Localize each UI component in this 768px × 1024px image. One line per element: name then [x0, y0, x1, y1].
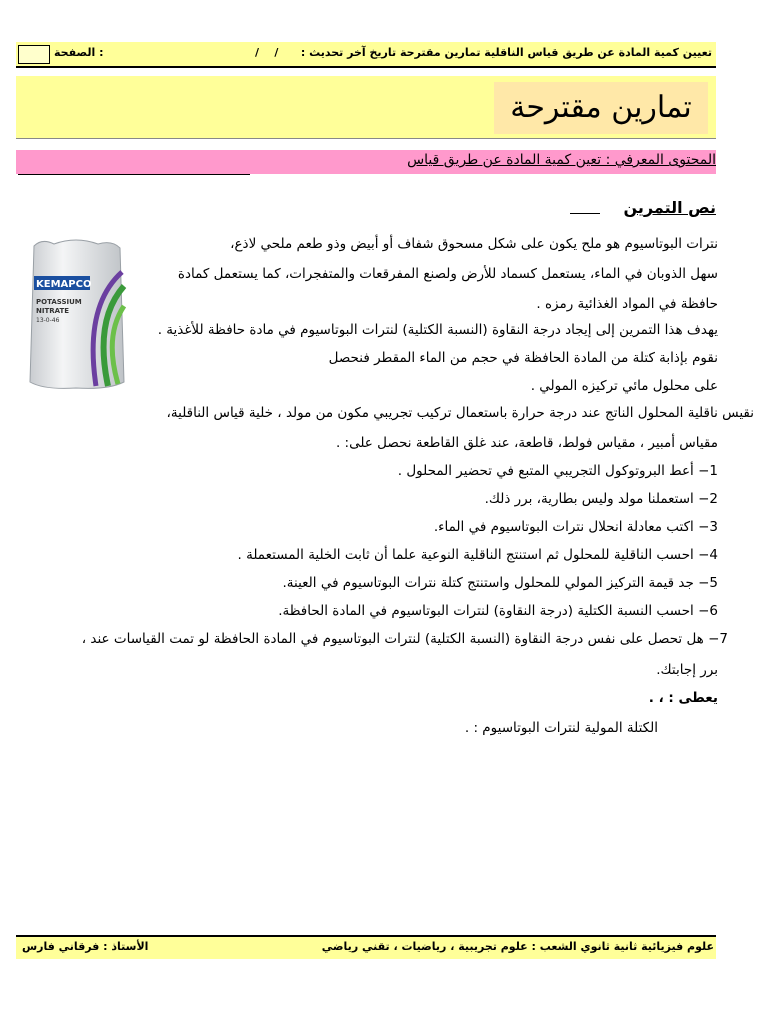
- footer-subject: علوم فيزيائية ثانية ثانوي الشعب : علوم تجريبية ، رياضيات ، تقني رياضي: [321, 940, 714, 953]
- product-grade: 13-0-46: [36, 317, 60, 324]
- body-line-3: حافظة في المواد الغذائية رمزه .: [536, 296, 718, 312]
- page-number-box: [18, 45, 50, 64]
- content-underline: [18, 174, 250, 175]
- question-3: 3− اكتب معادلة انحلال نترات البوتاسيوم في الماء.: [433, 519, 718, 535]
- body-line-6: على محلول مائي تركيزه المولي .: [530, 378, 718, 394]
- question-1: 1− أعط البروتوكول التجريبي المتبع في تحضير المحلول .: [397, 463, 718, 479]
- molar-mass-line: الكتلة المولية لنترات البوتاسيوم : .: [464, 720, 658, 736]
- product-name-line2: NITRATE: [36, 307, 70, 315]
- question-7: 7− هل تحصل على نفس درجة النقاوة (النسبة الكتلية) لنترات البوتاسيوم في المادة الحافظة لو تمت القياسات عند ،: [81, 631, 728, 647]
- given-label: يعطى : ، .: [648, 690, 718, 706]
- footer-teacher: الأستاذ : فرقاني فارس: [22, 940, 149, 953]
- question-4: 4− احسب الناقلية للمحلول ثم استنتج الناقلية النوعية علما أن ثابت الخلية المستعملة .: [237, 547, 718, 563]
- question-6: 6− احسب النسبة الكتلية (درجة النقاوة) لنترات البوتاسيوم في المادة الحافظة.: [278, 603, 718, 619]
- product-name-line1: POTASSIUM: [36, 298, 82, 306]
- body-line-7: نقيس ناقلية المحلول الناتج عند درجة حرارة باستعمال تركيب تجريبي مكون من مولد ، خلية قياس الناقلية،: [166, 405, 754, 421]
- body-line-5: نقوم بإذابة كتلة من المادة الحافظة في حجم من الماء المقطر فنحصل: [328, 350, 718, 366]
- header-title: تعيين كمية المادة عن طريق قياس الناقلية تمارين مقترحة تاريخ آخر تحديث :: [300, 46, 712, 59]
- potassium-nitrate-bag-image: [24, 236, 128, 392]
- update-date-slashes: / /: [255, 46, 279, 59]
- section-heading: نص التمرين: [623, 198, 716, 217]
- section-underline: [570, 213, 600, 214]
- page-label: الصفحة :: [54, 46, 104, 59]
- question-2: 2− استعملنا مولد وليس بطارية، برر ذلك.: [484, 491, 718, 507]
- content-subject: المحتوى المعرفي : تعين كمية المادة عن طريق قياس: [407, 152, 716, 168]
- product-brand: KEMAPCO: [36, 279, 92, 290]
- question-5: 5− جد قيمة التركيز المولي للمحلول واستنتج كتلة نترات البوتاسيوم في العينة.: [282, 575, 718, 591]
- question-7-continuation: برر إجابتك.: [656, 662, 718, 678]
- body-line-1: نترات البوتاسيوم هو ملح يكون على شكل مسحوق شفاف أو أبيض وذو طعم ملحي لاذع،: [230, 236, 718, 252]
- page-title: تمارين مقترحة: [510, 90, 692, 125]
- body-line-2: سهل الذوبان في الماء، يستعمل كسماد للأرض ولصنع المفرقعات والمتفجرات، كما يستعمل كمادة: [177, 266, 718, 282]
- body-line-4: يهدف هذا التمرين إلى إيجاد درجة النقاوة (النسبة الكتلية) لنترات البوتاسيوم في مادة حافظة للأغذية .: [157, 322, 718, 338]
- body-line-8: مقياس أمبير ، مقياس فولط، قاطعة، عند غلق القاطعة نحصل على: .: [335, 435, 718, 451]
